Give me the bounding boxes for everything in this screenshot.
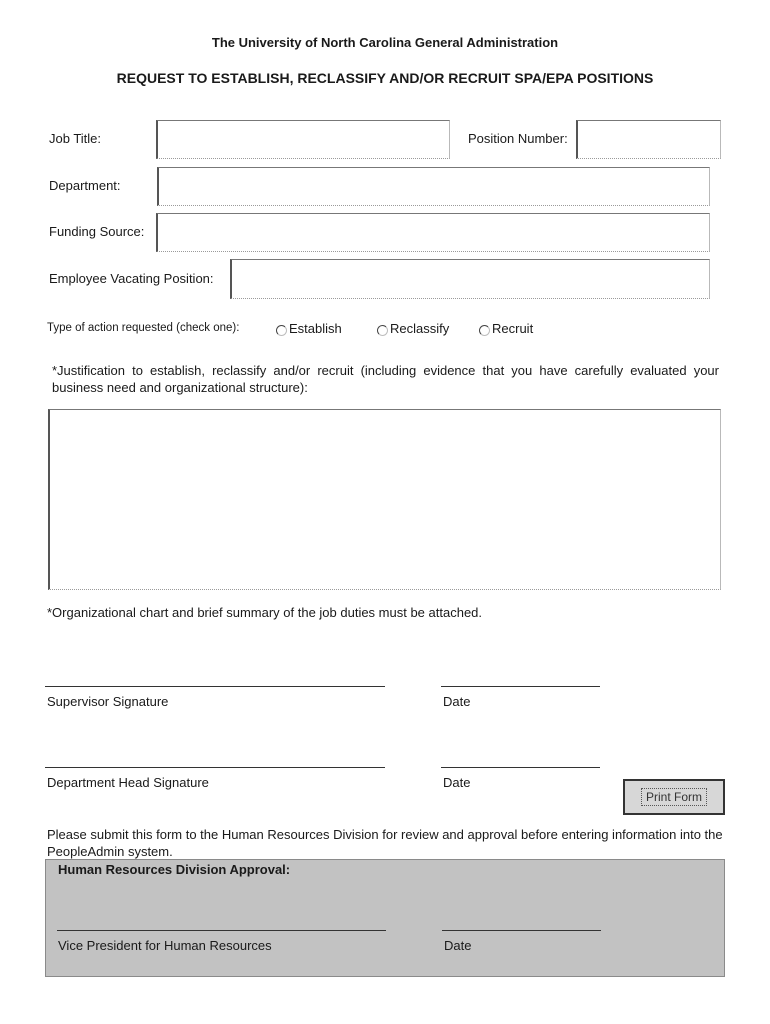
supervisor-signature-label: Supervisor Signature bbox=[47, 694, 169, 709]
submit-note: Please submit this form to the Human Resources Division for review and approval before entering information into the PeopleAdmin system. bbox=[47, 827, 723, 859]
funding-source-input[interactable] bbox=[156, 213, 710, 252]
employee-vacating-input[interactable] bbox=[230, 259, 710, 299]
radio-circle-icon[interactable] bbox=[479, 325, 490, 336]
radio-circle-icon[interactable] bbox=[276, 325, 287, 336]
org-name: The University of North Carolina General Administration bbox=[211, 35, 559, 50]
radio-recruit[interactable] bbox=[479, 321, 533, 336]
print-form-button-label: Print Form bbox=[641, 788, 707, 806]
position-number-label: Position Number: bbox=[468, 131, 568, 146]
form-title: REQUEST TO ESTABLISH, RECLASSIFY AND/OR RECRUIT SPA/EPA POSITIONS bbox=[116, 70, 654, 86]
print-form-button[interactable] bbox=[623, 779, 725, 815]
radio-establish[interactable] bbox=[276, 321, 342, 336]
hr-approval-section bbox=[45, 859, 725, 977]
vp-signature-line[interactable] bbox=[57, 930, 386, 931]
radio-reclassify[interactable] bbox=[377, 321, 449, 336]
justification-label: *Justification to establish, reclassify and/or recruit (including evidence that you have carefully evaluated your business need and organizational structure): bbox=[52, 363, 719, 395]
dept-head-signature-line[interactable] bbox=[45, 767, 385, 768]
radio-recruit-label: Recruit bbox=[492, 321, 534, 336]
supervisor-date-line[interactable] bbox=[441, 686, 600, 687]
supervisor-signature-line[interactable] bbox=[45, 686, 385, 687]
dept-head-signature-label: Department Head Signature bbox=[47, 775, 209, 790]
action-type-label: Type of action requested (check one): bbox=[47, 322, 240, 334]
job-title-input[interactable] bbox=[156, 120, 450, 159]
dept-head-date-label: Date bbox=[443, 775, 471, 790]
vp-date-line[interactable] bbox=[442, 930, 601, 931]
vp-date-label: Date bbox=[444, 938, 472, 953]
department-label: Department: bbox=[49, 178, 121, 193]
dept-head-date-line[interactable] bbox=[441, 767, 600, 768]
employee-vacating-label: Employee Vacating Position: bbox=[49, 271, 214, 286]
job-title-label: Job Title: bbox=[49, 131, 102, 146]
vp-signature-label: Vice President for Human Resources bbox=[58, 938, 272, 953]
hr-approval-title: Human Resources Division Approval: bbox=[58, 862, 291, 877]
radio-circle-icon[interactable] bbox=[377, 325, 388, 336]
attachment-note: *Organizational chart and brief summary of the job duties must be attached. bbox=[47, 605, 483, 620]
supervisor-date-label: Date bbox=[443, 694, 471, 709]
radio-establish-label: Establish bbox=[289, 321, 342, 336]
position-number-input[interactable] bbox=[576, 120, 721, 159]
radio-reclassify-label: Reclassify bbox=[390, 321, 450, 336]
funding-source-label: Funding Source: bbox=[49, 224, 145, 239]
department-input[interactable] bbox=[157, 167, 710, 206]
justification-textarea[interactable] bbox=[48, 409, 721, 590]
